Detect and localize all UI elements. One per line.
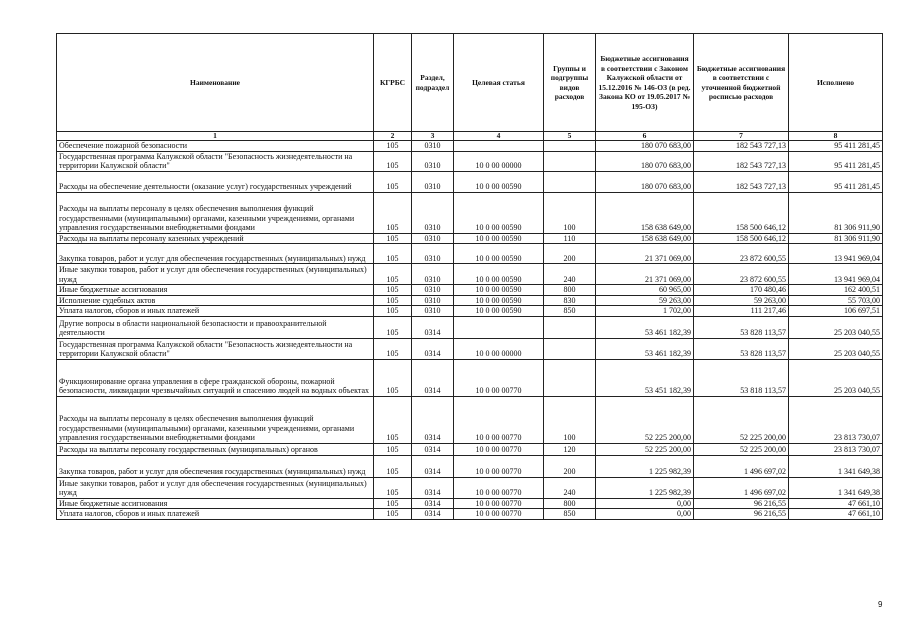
row-section-cell: 0310 [412, 233, 454, 244]
row-refined-amount-cell: 111 217,46 [694, 306, 789, 317]
header-kgrbs: КГРБС [374, 34, 412, 132]
header-refined: Бюджетные ассигнования в соответствии с уточненной бюджетной росписью расходов [694, 34, 789, 132]
row-kgrbs-cell: 105 [374, 192, 412, 233]
row-executed-amount-cell: 81 306 911,90 [789, 233, 883, 244]
row-target-cell: 10 0 00 00770 [454, 443, 544, 455]
row-law-amount-cell: 180 070 683,00 [596, 171, 694, 192]
table-row [57, 316, 883, 338]
column-number: 3 [412, 132, 454, 141]
row-refined-amount-cell: 182 543 727,13 [694, 151, 789, 171]
header-row [57, 34, 883, 132]
row-kgrbs-cell: 105 [374, 171, 412, 192]
row-executed-amount-cell: 95 411 281,45 [789, 151, 883, 171]
row-target-cell: 10 0 00 00770 [454, 509, 544, 520]
row-refined-amount-cell: 182 543 727,13 [694, 141, 789, 152]
row-law-amount-cell: 59 263,00 [596, 295, 694, 306]
table-row [57, 295, 883, 306]
row-law-amount-cell: 53 461 182,39 [596, 316, 694, 338]
row-executed-amount-cell: 162 400,51 [789, 285, 883, 296]
row-kgrbs-cell: 105 [374, 455, 412, 477]
row-refined-amount-cell: 158 500 646,12 [694, 233, 789, 244]
table-row [57, 477, 883, 498]
table-row [57, 396, 883, 443]
row-name-cell: Исполнение судебных актов [57, 295, 374, 306]
row-kgrbs-cell: 105 [374, 498, 412, 509]
table-row [57, 509, 883, 520]
row-name-cell: Закупка товаров, работ и услуг для обеспечения государственных (муниципальных) нужд [57, 244, 374, 264]
row-law-amount-cell: 180 070 683,00 [596, 151, 694, 171]
row-law-amount-cell: 52 225 200,00 [596, 396, 694, 443]
row-section-cell: 0314 [412, 316, 454, 338]
row-refined-amount-cell: 53 818 113,57 [694, 359, 789, 396]
row-group-cell [544, 141, 596, 152]
row-executed-amount-cell: 13 941 969,04 [789, 264, 883, 285]
row-group-cell: 200 [544, 455, 596, 477]
row-refined-amount-cell: 53 828 113,57 [694, 338, 789, 359]
row-kgrbs-cell: 105 [374, 151, 412, 171]
table-row [57, 244, 883, 264]
header-target: Целевая статья [454, 34, 544, 132]
row-name-cell: Расходы на выплаты персоналу в целях обеспечения выполнения функций государственными (муниципальными) органами, казенными учреждениями, органами управления государственными внебюджетными фондами [57, 192, 374, 233]
budget-table [56, 33, 883, 520]
row-target-cell: 10 0 00 00000 [454, 338, 544, 359]
row-section-cell: 0314 [412, 477, 454, 498]
row-kgrbs-cell: 105 [374, 477, 412, 498]
table-row [57, 455, 883, 477]
row-law-amount-cell: 53 461 182,39 [596, 338, 694, 359]
row-refined-amount-cell: 96 216,55 [694, 509, 789, 520]
row-group-cell: 850 [544, 306, 596, 317]
row-executed-amount-cell: 47 661,10 [789, 498, 883, 509]
header-executed: Исполнено [789, 34, 883, 132]
row-kgrbs-cell: 105 [374, 233, 412, 244]
row-group-cell: 240 [544, 477, 596, 498]
row-target-cell: 10 0 00 00770 [454, 359, 544, 396]
row-refined-amount-cell: 53 828 113,57 [694, 316, 789, 338]
table-row [57, 285, 883, 296]
page-number: 9 [878, 600, 883, 609]
row-refined-amount-cell: 52 225 200,00 [694, 396, 789, 443]
row-name-cell: Иные закупки товаров, работ и услуг для обеспечения государственных (муниципальных) нужд [57, 477, 374, 498]
row-executed-amount-cell: 106 697,51 [789, 306, 883, 317]
row-target-cell [454, 316, 544, 338]
row-section-cell: 0310 [412, 244, 454, 264]
row-target-cell: 10 0 00 00770 [454, 396, 544, 443]
row-section-cell: 0310 [412, 171, 454, 192]
row-refined-amount-cell: 1 496 697,02 [694, 455, 789, 477]
row-law-amount-cell: 60 965,00 [596, 285, 694, 296]
row-group-cell [544, 151, 596, 171]
row-section-cell: 0314 [412, 498, 454, 509]
row-name-cell: Обеспечение пожарной безопасности [57, 141, 374, 152]
row-executed-amount-cell: 81 306 911,90 [789, 192, 883, 233]
row-section-cell: 0310 [412, 141, 454, 152]
row-refined-amount-cell: 59 263,00 [694, 295, 789, 306]
row-group-cell [544, 359, 596, 396]
row-name-cell: Функционирование органа управления в сфере гражданской обороны, пожарной безопасности, ликвидации чрезвычайных ситуаций и спасению людей на водных объектах [57, 359, 374, 396]
row-law-amount-cell: 52 225 200,00 [596, 443, 694, 455]
row-section-cell: 0310 [412, 285, 454, 296]
row-target-cell: 10 0 00 00770 [454, 455, 544, 477]
row-name-cell: Иные бюджетные ассигнования [57, 285, 374, 296]
header-group: Группы и подгруппы видов расходов [544, 34, 596, 132]
row-section-cell: 0310 [412, 306, 454, 317]
row-kgrbs-cell: 105 [374, 244, 412, 264]
column-number: 2 [374, 132, 412, 141]
table-row [57, 151, 883, 171]
header-name: Наименование [57, 34, 374, 132]
row-target-cell: 10 0 00 00590 [454, 306, 544, 317]
row-group-cell: 120 [544, 443, 596, 455]
row-executed-amount-cell: 13 941 969,04 [789, 244, 883, 264]
column-number: 4 [454, 132, 544, 141]
row-refined-amount-cell: 170 480,46 [694, 285, 789, 296]
row-law-amount-cell: 21 371 069,00 [596, 264, 694, 285]
row-target-cell: 10 0 00 00770 [454, 477, 544, 498]
row-executed-amount-cell: 47 661,10 [789, 509, 883, 520]
row-target-cell: 10 0 00 00590 [454, 285, 544, 296]
row-refined-amount-cell: 158 500 646,12 [694, 192, 789, 233]
row-kgrbs-cell: 105 [374, 264, 412, 285]
table-row [57, 192, 883, 233]
row-group-cell [544, 171, 596, 192]
row-group-cell [544, 316, 596, 338]
table-row [57, 141, 883, 152]
table-row [57, 498, 883, 509]
row-executed-amount-cell: 23 813 730,07 [789, 443, 883, 455]
row-target-cell: 10 0 00 00590 [454, 264, 544, 285]
row-law-amount-cell: 1 225 982,39 [596, 455, 694, 477]
row-law-amount-cell: 0,00 [596, 509, 694, 520]
row-refined-amount-cell: 182 543 727,13 [694, 171, 789, 192]
row-name-cell: Иные бюджетные ассигнования [57, 498, 374, 509]
row-refined-amount-cell: 96 216,55 [694, 498, 789, 509]
row-kgrbs-cell: 105 [374, 306, 412, 317]
column-number: 1 [57, 132, 374, 141]
row-law-amount-cell: 180 070 683,00 [596, 141, 694, 152]
row-section-cell: 0314 [412, 359, 454, 396]
row-name-cell: Уплата налогов, сборов и иных платежей [57, 509, 374, 520]
table-row [57, 171, 883, 192]
table-row [57, 264, 883, 285]
row-kgrbs-cell: 105 [374, 285, 412, 296]
row-law-amount-cell: 0,00 [596, 498, 694, 509]
table-row [57, 233, 883, 244]
row-executed-amount-cell: 25 203 040,55 [789, 338, 883, 359]
column-number: 6 [596, 132, 694, 141]
row-executed-amount-cell: 55 703,00 [789, 295, 883, 306]
row-name-cell: Расходы на выплаты персоналу государственных (муниципальных) органов [57, 443, 374, 455]
column-number-row [57, 132, 883, 141]
row-name-cell: Расходы на обеспечение деятельности (оказание услуг) государственных учреждений [57, 171, 374, 192]
row-law-amount-cell: 1 702,00 [596, 306, 694, 317]
row-section-cell: 0310 [412, 295, 454, 306]
row-section-cell: 0310 [412, 151, 454, 171]
row-target-cell: 10 0 00 00590 [454, 233, 544, 244]
row-group-cell: 110 [544, 233, 596, 244]
header-section: Раздел, подраздел [412, 34, 454, 132]
row-group-cell: 800 [544, 498, 596, 509]
row-kgrbs-cell: 105 [374, 396, 412, 443]
table-row [57, 338, 883, 359]
row-kgrbs-cell: 105 [374, 141, 412, 152]
column-number: 8 [789, 132, 883, 141]
row-target-cell: 10 0 00 00770 [454, 498, 544, 509]
row-section-cell: 0310 [412, 264, 454, 285]
row-target-cell: 10 0 00 00590 [454, 244, 544, 264]
row-section-cell: 0310 [412, 192, 454, 233]
row-section-cell: 0314 [412, 443, 454, 455]
row-executed-amount-cell: 1 341 649,38 [789, 455, 883, 477]
row-kgrbs-cell: 105 [374, 295, 412, 306]
row-law-amount-cell: 53 451 182,39 [596, 359, 694, 396]
row-target-cell: 10 0 00 00590 [454, 192, 544, 233]
row-section-cell: 0314 [412, 396, 454, 443]
row-group-cell [544, 338, 596, 359]
row-target-cell: 10 0 00 00000 [454, 151, 544, 171]
row-group-cell: 800 [544, 285, 596, 296]
row-executed-amount-cell: 25 203 040,55 [789, 316, 883, 338]
row-target-cell [454, 141, 544, 152]
row-section-cell: 0314 [412, 338, 454, 359]
row-group-cell: 850 [544, 509, 596, 520]
row-name-cell: Государственная программа Калужской области "Безопасность жизнедеятельности на территории Калужской области" [57, 151, 374, 171]
row-kgrbs-cell: 105 [374, 443, 412, 455]
row-kgrbs-cell: 105 [374, 509, 412, 520]
row-refined-amount-cell: 1 496 697,02 [694, 477, 789, 498]
row-name-cell: Расходы на выплаты персоналу в целях обеспечения выполнения функций государственными (муниципальными) органами, казенными учреждениями, органами управления государственными внебюджетными фондами [57, 396, 374, 443]
row-executed-amount-cell: 95 411 281,45 [789, 171, 883, 192]
row-kgrbs-cell: 105 [374, 338, 412, 359]
row-name-cell: Иные закупки товаров, работ и услуг для обеспечения государственных (муниципальных) нужд [57, 264, 374, 285]
row-executed-amount-cell: 23 813 730,07 [789, 396, 883, 443]
row-target-cell: 10 0 00 00590 [454, 295, 544, 306]
row-group-cell: 200 [544, 244, 596, 264]
row-executed-amount-cell: 25 203 040,55 [789, 359, 883, 396]
row-group-cell: 100 [544, 396, 596, 443]
row-target-cell: 10 0 00 00590 [454, 171, 544, 192]
row-name-cell: Закупка товаров, работ и услуг для обеспечения государственных (муниципальных) нужд [57, 455, 374, 477]
column-number: 7 [694, 132, 789, 141]
column-number: 5 [544, 132, 596, 141]
row-law-amount-cell: 1 225 982,39 [596, 477, 694, 498]
row-executed-amount-cell: 95 411 281,45 [789, 141, 883, 152]
row-kgrbs-cell: 105 [374, 316, 412, 338]
table-row [57, 443, 883, 455]
row-name-cell: Расходы на выплаты персоналу казенных учреждений [57, 233, 374, 244]
row-name-cell: Государственная программа Калужской области "Безопасность жизнедеятельности на территории Калужской области" [57, 338, 374, 359]
table-row [57, 306, 883, 317]
row-name-cell: Уплата налогов, сборов и иных платежей [57, 306, 374, 317]
row-group-cell: 830 [544, 295, 596, 306]
row-refined-amount-cell: 23 872 600,55 [694, 244, 789, 264]
row-section-cell: 0314 [412, 455, 454, 477]
table-row [57, 359, 883, 396]
row-executed-amount-cell: 1 341 649,38 [789, 477, 883, 498]
row-kgrbs-cell: 105 [374, 359, 412, 396]
row-section-cell: 0314 [412, 509, 454, 520]
row-law-amount-cell: 158 638 649,00 [596, 233, 694, 244]
row-law-amount-cell: 21 371 069,00 [596, 244, 694, 264]
row-law-amount-cell: 158 638 649,00 [596, 192, 694, 233]
row-group-cell: 240 [544, 264, 596, 285]
row-refined-amount-cell: 52 225 200,00 [694, 443, 789, 455]
row-refined-amount-cell: 23 872 600,55 [694, 264, 789, 285]
row-group-cell: 100 [544, 192, 596, 233]
header-law: Бюджетные ассигнования в соответствии с Законом Калужской области от 15.12.2016 № 146-ОЗ (в ред. Закона КО от 19.05.2017 № 195-ОЗ) [596, 34, 694, 132]
row-name-cell: Другие вопросы в области национальной безопасности и правоохранительной деятельности [57, 316, 374, 338]
